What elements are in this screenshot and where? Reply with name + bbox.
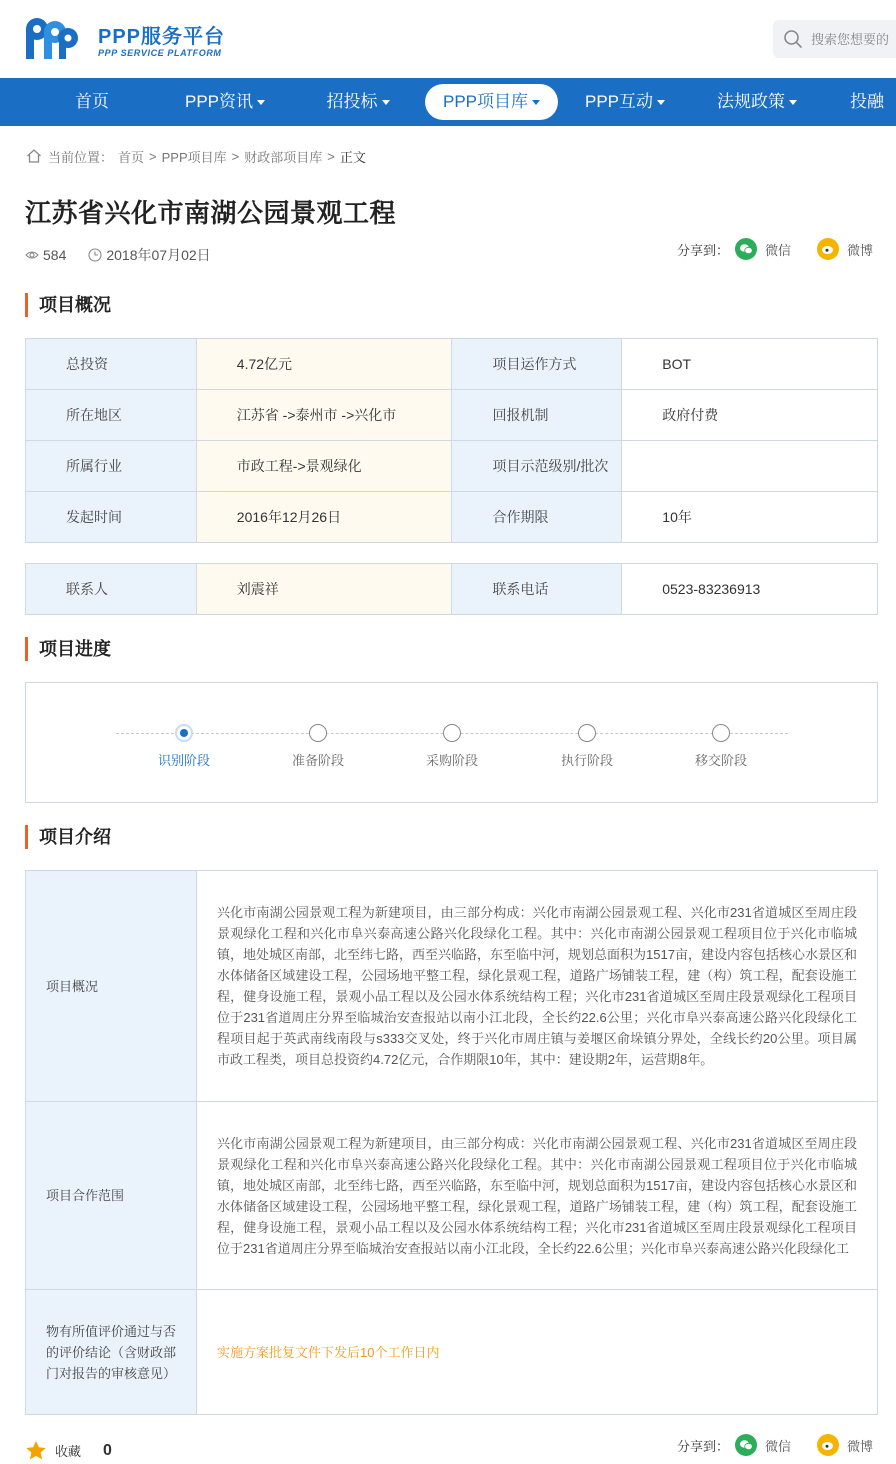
caret-down-icon [789,100,797,105]
step-label: 采购阶段 [425,753,478,768]
progress-step-procure[interactable] [412,724,492,769]
contact-key: 联系电话 [452,564,622,615]
overview-key: 总投资 [26,339,197,390]
favorite-label[interactable]: 收藏 [55,1444,82,1459]
page-title: 江苏省兴化市南湖公园景观工程 [25,198,397,228]
nav-label: PPP项目库 [442,92,529,111]
overview-value: 江苏省 ->泰州市 ->兴化市 [196,390,452,441]
intro-key: 项目合作范围 [26,1102,197,1290]
step-dot [309,724,327,742]
nav-ppp-project-library[interactable] [425,84,558,120]
overview-key: 发起时间 [26,492,197,543]
wechat-icon[interactable] [735,1434,757,1456]
caret-down-icon [532,100,540,105]
overview-key: 项目运作方式 [452,339,622,390]
overview-key: 项目示范级别/批次 [452,441,622,492]
share-weibo[interactable]: 微博 [847,1438,874,1454]
overview-key: 所在地区 [26,390,197,441]
section-title-intro: 项目介绍 [25,825,111,849]
nav-label: PPP互动 [584,92,654,111]
table-row [26,390,878,441]
breadcrumb-ppp-library[interactable]: PPP项目库 [161,149,227,165]
weibo-icon[interactable] [817,238,839,260]
share-label: 分享到： [677,242,730,258]
intro-value: 兴化市南湖公园景观工程为新建项目，由三部分构成：兴化市南湖公园景观工程、兴化市231省道城区至周庄段景观绿化工程和兴化市阜兴泰高速公路兴化段绿化工程。其中：兴化市南湖公园景观工程项目位于兴化市临城镇，地处城区南部，北至纬七路，西至兴临路，东至临中河，规划总面积为1517亩，建设内容包括核心水景区和水体储备区域建设工程，公园场地平整工程，绿化景观工程，道路广场铺装工程，建（构）筑工程，配套设施工程，健身设施工程，景观小品工程以及公园水体系统结构工程；兴化市231省道城区至周庄段景观绿化工程项目位于231省道周庄分界至临城治安查报站以南小江北段，全长约22.6公里；兴化市阜兴泰高速公路兴化段绿化工程项目起于英武南线南段与s333交叉处，终于兴化市周庄镇与姜堰区俞垛镇分界处，全线长约20公里。项目属市政工程类，项目总投资约4.72亿元，合作期限10年，其中：建设期2年，运营期8年。 [197,871,878,1102]
overview-value: 4.72亿元 [196,339,452,390]
step-dot [578,724,596,742]
share-weibo[interactable]: 微博 [847,242,874,258]
site-header [0,0,896,78]
overview-key: 回报机制 [452,390,622,441]
intro-value: 实施方案批复文件下发后10个工作日内 [197,1290,878,1415]
step-dot-active [175,724,193,742]
breadcrumb-sep: > [327,148,335,164]
contact-table [25,563,878,615]
overview-value: BOT [622,339,878,390]
contact-key: 联系人 [26,564,197,615]
breadcrumb-mof-library[interactable]: 财政部项目库 [244,149,323,165]
caret-down-icon [657,100,665,105]
breadcrumb-prefix: 当前位置： [48,149,114,165]
table-row [26,339,878,390]
share-wechat[interactable]: 微信 [765,242,792,258]
nav-ppp-interaction[interactable] [574,84,676,120]
wechat-icon[interactable] [735,238,757,260]
progress-step-execute[interactable] [547,724,627,769]
nav-home[interactable] [50,84,134,120]
contact-phone: 0523-83236913 [622,564,878,615]
table-row [26,441,878,492]
ppp-logo-icon[interactable] [24,16,80,60]
breadcrumb-sep: > [149,148,157,164]
nav-financing[interactable] [850,84,896,120]
progress-step-transfer[interactable] [681,724,761,769]
logo-cn: PPP服务平台 [98,26,226,48]
table-row [26,1102,878,1290]
favorite-count: 0 [103,1441,112,1459]
star-icon[interactable] [25,1440,47,1461]
overview-table [25,338,878,543]
intro-value: 兴化市南湖公园景观工程为新建项目，由三部分构成：兴化市南湖公园景观工程、兴化市231省道城区至周庄段景观绿化工程和兴化市阜兴泰高速公路兴化段绿化工程。其中：兴化市南湖公园景观工程项目位于兴化市临城镇，地处城区南部，北至纬七路，西至兴临路，东至临中河，规划总面积为1517亩，建设内容包括核心水景区和水体储备区域建设工程，公园场地平整工程，绿化景观工程，道路广场铺装工程，建（构）筑工程，配套设施工程，健身设施工程，景观小品工程以及公园水体系统结构工程；兴化市231省道城区至周庄段景观绿化工程项目位于231省道周庄分界至临城治安查报站以南小江北段，全长约22.6公里；兴化市阜兴泰高速公路兴化段绿化工 [197,1102,878,1290]
contact-name: 刘震祥 [196,564,452,615]
progress-panel [25,682,878,803]
eye-icon [25,248,39,262]
favorite-bar [25,1440,112,1461]
weibo-icon[interactable] [817,1434,839,1456]
intro-key: 项目概况 [26,871,197,1102]
overview-key: 所属行业 [26,441,197,492]
caret-down-icon [382,100,390,105]
breadcrumb-sep: > [231,148,240,164]
share-label: 分享到： [677,1438,730,1454]
main-nav [0,78,896,126]
nav-ppp-news[interactable] [172,84,278,120]
nav-label: 招投标 [326,92,378,111]
overview-value [622,441,878,492]
breadcrumb [26,146,371,166]
caret-down-icon [257,100,265,105]
logo-en: PPP SERVICE PLATFORM [98,48,222,58]
nav-regulations[interactable] [702,84,812,120]
intro-key: 物有所值评价通过与否的评价结论（含财政部门对报告的审核意见） [26,1290,197,1415]
nav-bidding[interactable] [310,84,406,120]
step-label: 移交阶段 [694,753,747,768]
search-box[interactable] [773,20,896,58]
article-meta [25,245,211,265]
nav-label: 法规政策 [717,92,785,111]
nav-label: 投融 [850,92,884,111]
section-title-progress: 项目进度 [25,637,111,661]
search-input[interactable] [811,29,896,49]
progress-step-prepare[interactable] [278,724,358,769]
step-label: 识别阶段 [157,753,210,768]
share-bar-top [677,236,873,262]
share-wechat[interactable]: 微信 [765,1438,792,1454]
publish-date: 2018年07月02日 [106,247,211,263]
view-count: 584 [43,247,67,263]
table-row [26,564,878,615]
home-icon [26,148,42,164]
share-bar-bottom [677,1432,873,1458]
nav-label: PPP资讯 [184,92,254,111]
step-label: 执行阶段 [560,753,613,768]
step-label: 准备阶段 [291,753,344,768]
intro-table [25,870,878,1415]
step-dot [712,724,730,742]
table-row [26,492,878,543]
table-row [26,871,878,1102]
step-dot [443,724,461,742]
overview-value: 市政工程->景观绿化 [196,441,452,492]
breadcrumb-current: 正文 [339,149,366,165]
search-icon[interactable] [783,29,803,49]
table-row [26,1290,878,1415]
overview-key: 合作期限 [452,492,622,543]
breadcrumb-home[interactable]: 首页 [118,149,145,165]
overview-value: 10年 [622,492,878,543]
nav-label: 首页 [75,92,109,111]
overview-value: 2016年12月26日 [196,492,452,543]
clock-icon [88,248,102,262]
overview-value: 政府付费 [622,390,878,441]
logo-text[interactable] [98,26,225,58]
section-title-overview: 项目概况 [25,293,111,317]
progress-step-identify[interactable] [144,724,224,769]
